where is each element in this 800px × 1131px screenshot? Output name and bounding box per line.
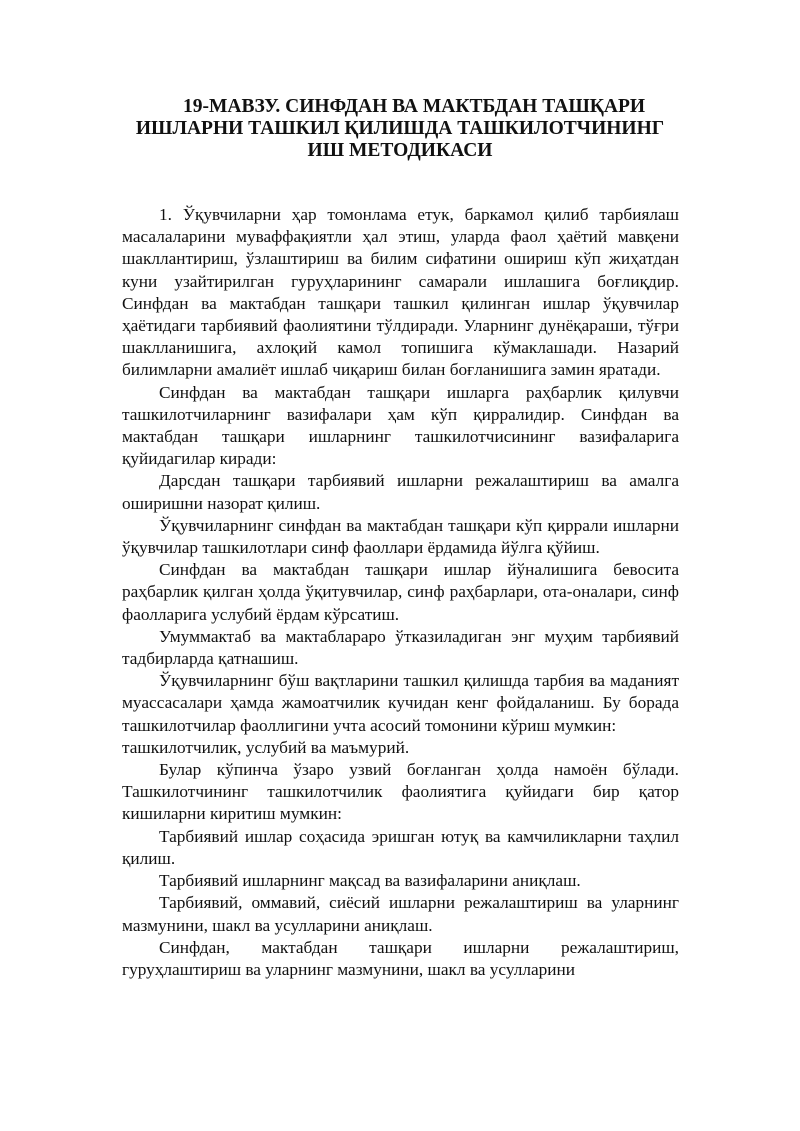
- document-title: [120, 96, 680, 162]
- paragraph: 1. Ўқувчиларни ҳар томонлама етук, баркамол қилиб тарбиялаш масалаларини муваффақиятли ҳал этиш, уларда фаол ҳаётий мавқени шакллантириш, ўзлаштириш ва билим сифатини ошириш кўп жиҳатдан куни узайтирилган гуруҳларининг самарали ишлашига боғлиқдир. Синфдан ва мактабдан ташқари ташкил қилинган ишлар ўқувчилар ҳаётидаги тарбиявий фаолиятини тўлдиради. Уларнинг дунёқараши, тўғри шаклланишига, ахлоқий камол топишига кўмаклашади. Назарий билимларни амалиёт ишлаб чиқариш билан боғланишига замин яратади.: [122, 205, 679, 380]
- paragraph: Тарбиявий, оммавий, сиёсий ишларни режалаштириш ва уларнинг мазмунини, шакл ва усулларини аниқлаш.: [122, 893, 679, 935]
- paragraph: Синфдан, мактабдан ташқари ишларни режалаштириш, гуруҳлаштириш ва уларнинг мазмунини, шакл ва усулларини: [122, 937, 679, 979]
- paragraph: Тарбиявий ишлар соҳасида эришган ютуқ ва камчиликларни таҳлил қилиш.: [122, 826, 679, 868]
- document-body: [122, 204, 679, 981]
- paragraph: Ўқувчиларнинг синфдан ва мактабдан ташқари кўп қиррали ишларни ўқувчилар ташкилотлари синф фаоллари ёрдамида йўлга қўйиш.: [122, 515, 679, 558]
- title-line-2: ИШЛАРНИ ТАШКИЛ ҚИЛИШДА ТАШКИЛОТЧИНИНГ: [135, 118, 665, 139]
- paragraph: Умуммактаб ва мактабларaро ўтказиладиган энг муҳим тарбиявий тадбирларда қатнашиш.: [122, 626, 679, 669]
- title-line-3: ИШ МЕТОДИКАСИ: [307, 140, 493, 161]
- paragraph: Синфдан ва мактабдан ташқари ишлар йўналишига бевосита раҳбарлик қилган ҳолда ўқитувчилар, синф раҳбарлари, ота-оналари, синф фаолларига услубий ёрдам кўрсатиш.: [122, 560, 679, 624]
- paragraph: Синфдан ва мактабдан ташқари ишларга раҳбарлик қилувчи ташкилотчиларнинг вазифалари ҳам кўп қирралидир. Синфдан ва мактабдан ташқари ишларнинг ташкилотчисининг вазифаларига қуйидагилар киради:: [122, 382, 679, 469]
- paragraph: Тарбиявий ишларнинг мақсад ва вазифаларини аниқлаш.: [159, 871, 581, 891]
- paragraph: ташкилотчилик, услубий ва маъмурий.: [122, 737, 410, 757]
- paragraph: Ўқувчиларнинг бўш вақтларини ташкил қилишда тарбия ва маданият муассасалари ҳамда жамоатчилик кучидан кенг фойдаланиш. Бу борада ташкилотчилар фаоллигини учта асосий томонини кўриш мумкин:: [122, 671, 679, 735]
- paragraph: Дарсдан ташқари тарбиявий ишларни режалаштириш ва амалга оширишни назорат қилиш.: [122, 471, 679, 513]
- paragraph: Булар кўпинча ўзаро узвий боғланган ҳолда намоён бўлади. Ташкилотчининг ташкилотчилик фаолиятига қуйидаги бир қатор кишиларни киритиш мумкин:: [122, 760, 679, 824]
- title-line-1: 19-МАВЗУ. СИНФДАН ВА МАКТБДАН ТАШҚАРИ: [182, 96, 646, 117]
